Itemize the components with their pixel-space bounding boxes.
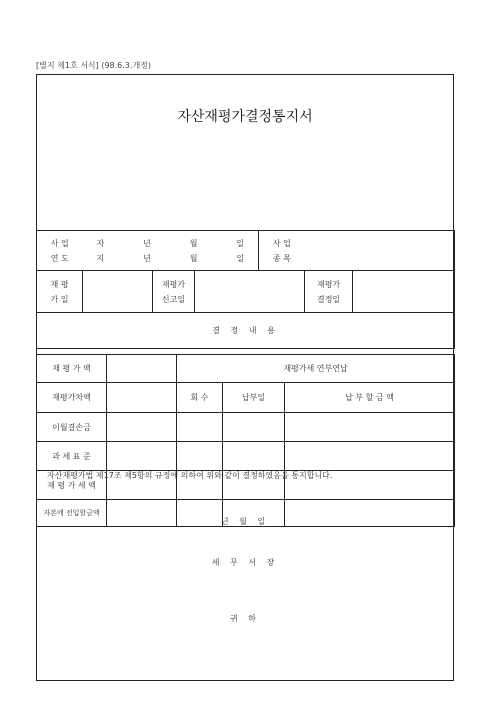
business-year-period: 자 년 월 일 지 년 월 일 <box>83 231 259 271</box>
decision-date-value[interactable] <box>353 271 455 313</box>
revaluation-amount-value[interactable] <box>107 355 177 383</box>
revaluation-diff-label: 재평가차액 <box>37 383 107 413</box>
due-date-1[interactable] <box>223 413 285 442</box>
decision-section-title: 결 정 내 용 <box>37 313 455 349</box>
business-year-label: 사 업 연 도 <box>37 231 83 271</box>
payment-amount-1[interactable] <box>285 413 455 442</box>
tax-base-value[interactable] <box>107 442 177 471</box>
carried-deficit-value[interactable] <box>107 413 177 442</box>
payment-amount-header: 납 부 할 금 액 <box>285 383 455 413</box>
installment-count-header: 회 수 <box>177 383 223 413</box>
form-number-note: [별지 제1호 서식] (98.6.3.개정) <box>36 61 152 70</box>
report-date-label: 재평가 신고일 <box>153 271 195 313</box>
form-title: 자산재평가결정통지서 <box>177 109 313 125</box>
revaluation-date-value[interactable] <box>83 271 153 313</box>
info-table <box>36 230 455 349</box>
notice-date: 년 월 일 <box>220 517 270 526</box>
business-type-value[interactable] <box>305 231 455 271</box>
due-date-header: 납부일 <box>223 383 285 413</box>
due-date-2[interactable] <box>223 442 285 471</box>
report-date-value[interactable] <box>195 271 305 313</box>
tax-office-head: 세 무 서 장 <box>211 558 279 567</box>
decision-date-label: 재평가 결정일 <box>305 271 353 313</box>
revaluation-diff-value[interactable] <box>107 383 177 413</box>
recipient-honorific: 귀 하 <box>230 614 260 623</box>
decision-table <box>36 354 455 527</box>
revaluation-amount-label: 재 평 가 액 <box>37 355 107 383</box>
payment-amount-2[interactable] <box>285 442 455 471</box>
notice-text: 자산재평가법 제17조 제5항의 규정에 의하여 위와 같이 결정하였음을 통지합니다. <box>47 471 333 480</box>
capital-transfer-label: 자본에 전입할금액 <box>37 500 107 527</box>
revaluation-date-label: 재 평 가 일 <box>37 271 83 313</box>
installment-count-2[interactable] <box>177 442 223 471</box>
notice-form <box>36 74 454 681</box>
tax-deferral-header: 재평가세 연부연납 <box>177 355 455 383</box>
tax-base-label: 과 세 표 준 <box>37 442 107 471</box>
revaluation-tax-label: 재 평 가 세 액 <box>37 471 107 500</box>
installment-count-1[interactable] <box>177 413 223 442</box>
carried-deficit-label: 이월결손금 <box>37 413 107 442</box>
business-type-label: 사 업 종 목 <box>259 231 305 271</box>
